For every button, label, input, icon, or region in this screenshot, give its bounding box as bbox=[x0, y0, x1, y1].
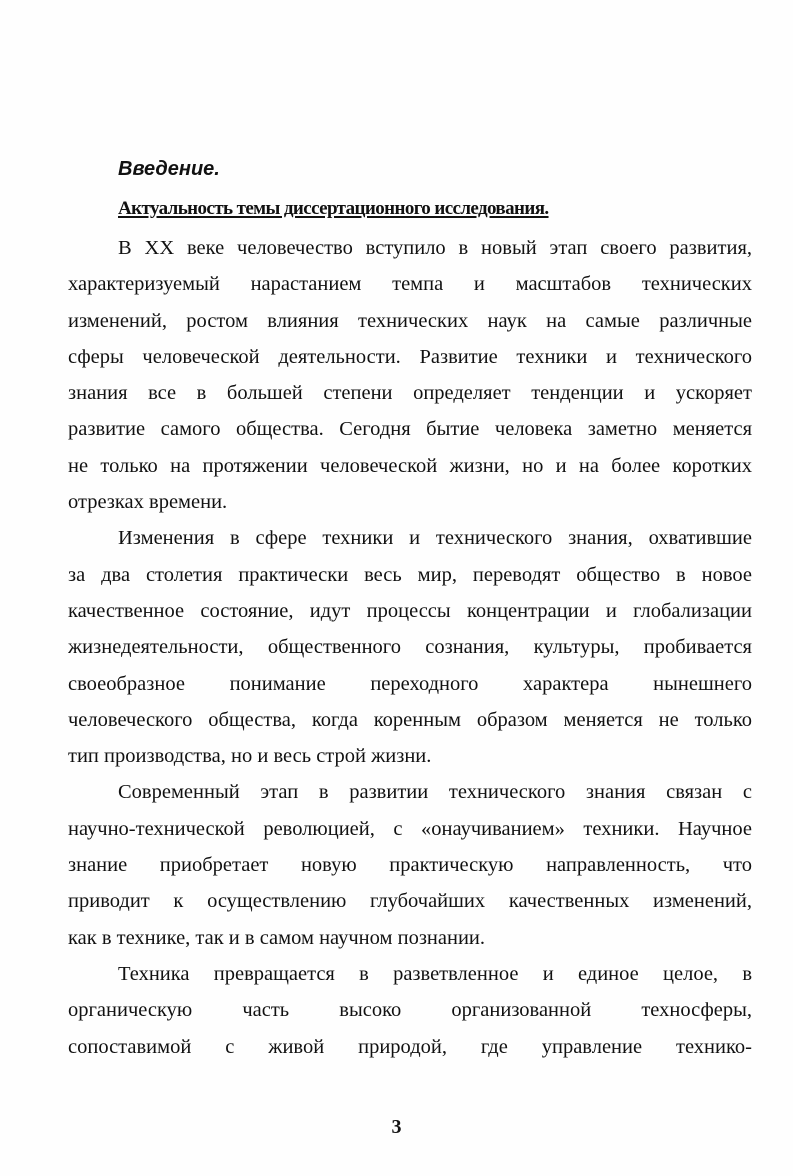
text-line: не только на протяжении человеческой жизни, но и на более коротких bbox=[68, 454, 752, 477]
text-line: В XX веке человечество вступило в новый этап своего развития, bbox=[118, 237, 752, 259]
text-line: изменений, ростом влияния технических наук на самые различные bbox=[68, 309, 752, 332]
page-number: 3 bbox=[391, 1116, 402, 1138]
text-line: отрезках времени. bbox=[68, 491, 228, 514]
text-line: Изменения в сфере техники и технического знания, охватившие bbox=[118, 527, 752, 550]
text-line: качественное состояние, идут процессы концентрации и глобализации bbox=[68, 599, 752, 622]
text-line: развитие самого общества. Сегодня бытие человека заметно меняется bbox=[68, 418, 752, 441]
body-text bbox=[68, 230, 752, 1065]
section-title-relevance: Актуальность темы диссертационного исследования. bbox=[118, 198, 549, 219]
text-line: как в технике, так и в самом научном познании. bbox=[68, 926, 486, 949]
text-line: Техника превращается в разветвленное и единое целое, в bbox=[118, 962, 752, 985]
text-line: тип производства, но и весь строй жизни. bbox=[68, 745, 432, 768]
text-line: Современный этап в развитии технического знания связан с bbox=[118, 781, 752, 804]
text-line: своеобразное понимание переходного характера нынешнего bbox=[68, 672, 752, 695]
text-line: человеческого общества, когда коренным образом меняется не только bbox=[68, 708, 752, 731]
text-line: за два столетия практически весь мир, переводят общество в новое bbox=[68, 563, 752, 586]
text-line: органическую часть высоко организованной техносферы, bbox=[68, 999, 752, 1022]
text-line: знание приобретает новую практическую направленность, что bbox=[68, 854, 752, 877]
heading-introduction: Введение. bbox=[118, 158, 220, 180]
text-line: жизнедеятельности, общественного сознания, культуры, пробивается bbox=[68, 636, 752, 659]
text-line: сопоставимой с живой природой, где управление технико- bbox=[68, 1035, 752, 1058]
text-line: знания все в большей степени определяет тенденции и ускоряет bbox=[68, 382, 752, 405]
text-line: характеризуемый нарастанием темпа и масштабов технических bbox=[68, 273, 752, 296]
text-line: приводит к осуществлению глубочайших качественных изменений, bbox=[68, 890, 752, 913]
text-line: научно-технической революцией, с «онаучиванием» техники. Научное bbox=[68, 817, 752, 840]
text-line: сферы человеческой деятельности. Развитие техники и технического bbox=[68, 345, 752, 368]
